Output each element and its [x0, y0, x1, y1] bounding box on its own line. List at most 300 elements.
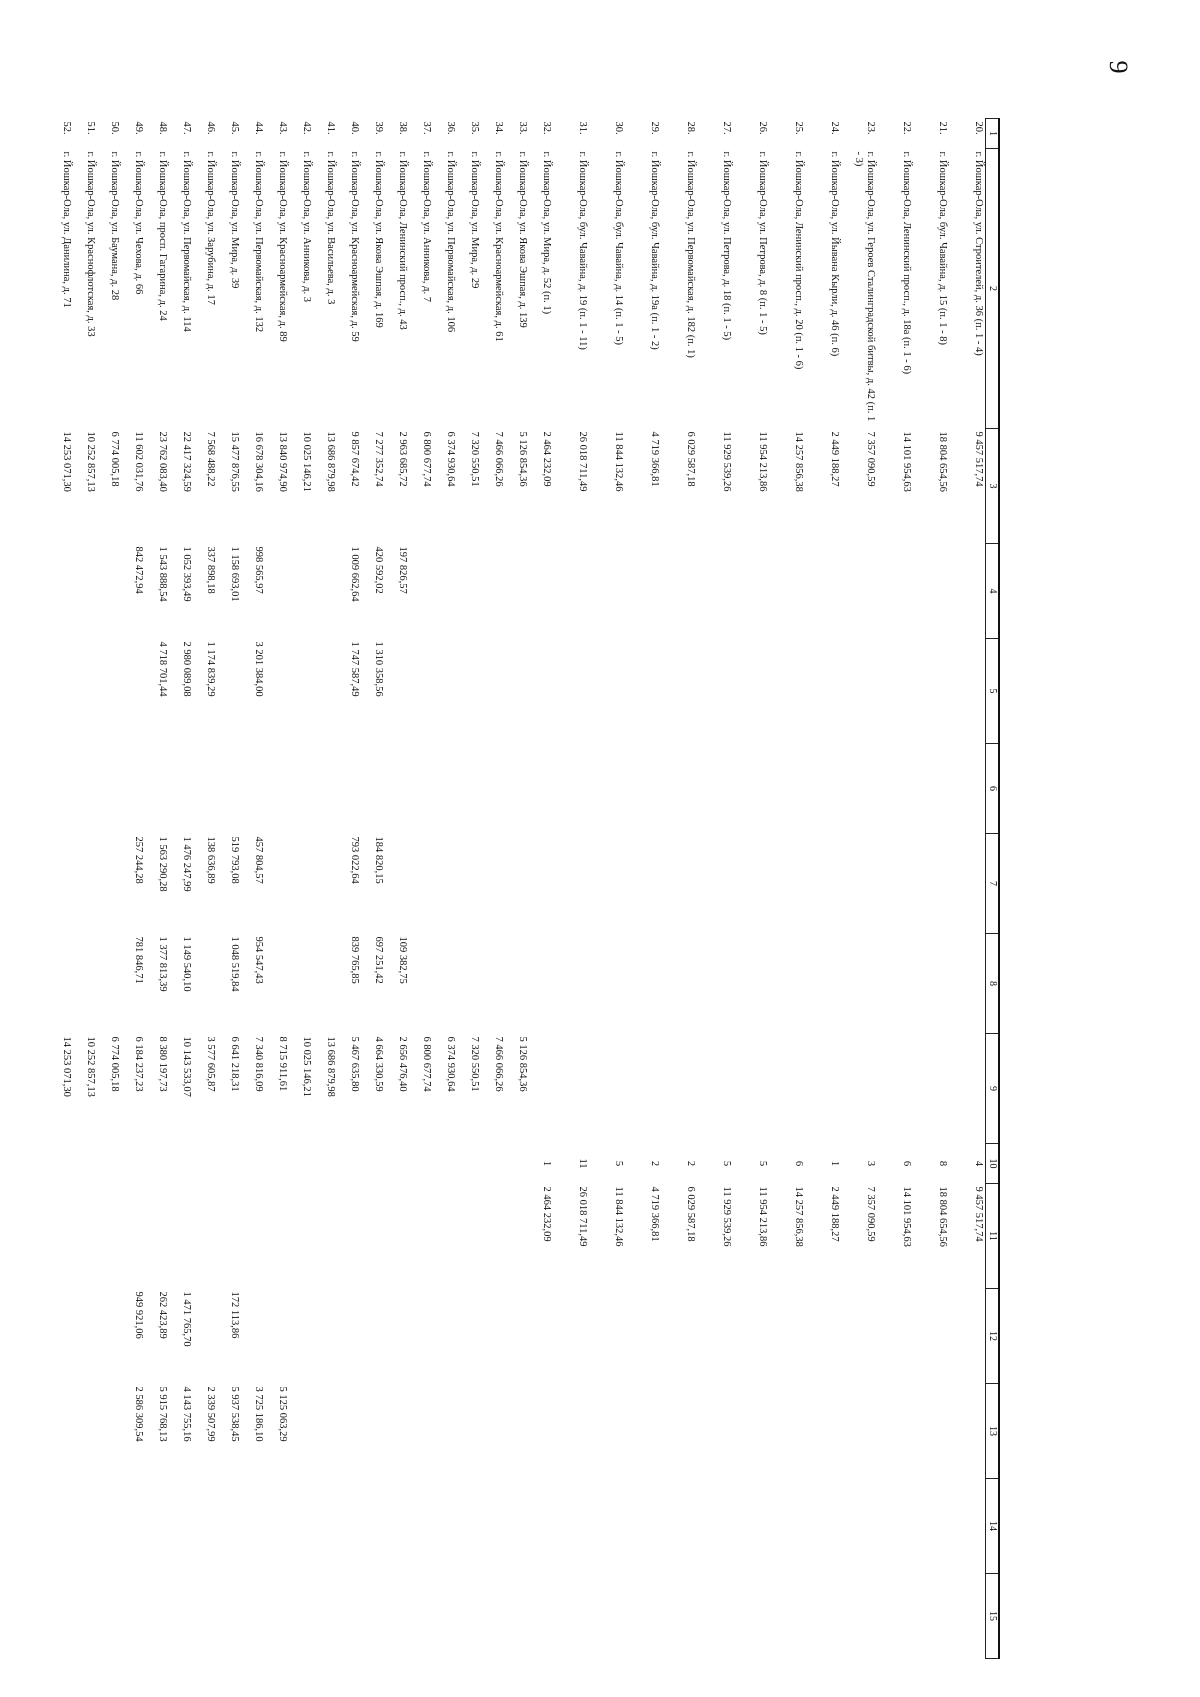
cell-col-14 — [98, 1479, 122, 1574]
cell-col-7 — [458, 834, 482, 934]
cell-col-8 — [626, 934, 662, 1034]
cell-col-5 — [290, 639, 314, 744]
cell-col-11 — [194, 1184, 218, 1289]
cell-col-5 — [950, 639, 986, 744]
cell-col-5 — [74, 639, 98, 744]
cell-col-15 — [458, 1574, 482, 1659]
cell-col-9: 10 025 146,21 — [301, 1036, 313, 1097]
cell-col-14 — [74, 1479, 98, 1574]
cell-col-8 — [662, 934, 698, 1034]
cell-col-6 — [458, 744, 482, 834]
cell-col-8: 781 846,71 — [133, 936, 145, 984]
cell-col-9 — [734, 1034, 770, 1144]
cell-col-12 — [458, 1289, 482, 1384]
column-header-5: 5 — [986, 639, 1000, 744]
row-number: 37. — [421, 121, 433, 135]
cell-col-6 — [434, 744, 458, 834]
column-header-2: 2 — [986, 149, 1000, 429]
cell-col-14 — [362, 1479, 386, 1574]
cell-col-3: 22 417 324,59 — [181, 431, 193, 492]
cell-col-8 — [74, 934, 98, 1034]
cell-col-7: 138 636,89 — [205, 836, 217, 884]
address-cell: г. Йошкар-Ола, Ленинский просп., д. 43 — [397, 151, 409, 330]
address-cell: г. Йошкар-Ола, ул. Анникова, д. 7 — [421, 151, 433, 302]
cell-col-11: 18 804 654,56 — [937, 1186, 949, 1247]
cell-col-10: 3 — [865, 1160, 877, 1167]
cell-col-12 — [506, 1289, 530, 1384]
cell-col-13 — [482, 1384, 506, 1479]
row-number: 40. — [349, 121, 361, 135]
cell-col-7 — [410, 834, 434, 934]
cell-col-13 — [914, 1384, 950, 1479]
cell-col-12 — [266, 1289, 290, 1384]
table-row — [698, 119, 734, 1659]
cell-col-7 — [590, 834, 626, 934]
cell-col-15 — [662, 1574, 698, 1659]
cell-col-4 — [410, 544, 434, 639]
cell-col-12 — [554, 1289, 590, 1384]
cell-col-4 — [950, 544, 986, 639]
cell-col-11 — [338, 1184, 362, 1289]
cell-col-11 — [74, 1184, 98, 1289]
cell-col-11 — [482, 1184, 506, 1289]
column-header-12: 12 — [986, 1289, 1000, 1384]
cell-col-9: 6 800 677,74 — [421, 1036, 433, 1092]
cell-col-9: 5 467 635,80 — [349, 1036, 361, 1092]
cell-col-9: 13 686 879,98 — [325, 1036, 337, 1097]
cell-col-5 — [878, 639, 914, 744]
cell-col-15 — [434, 1574, 458, 1659]
table-row — [98, 119, 122, 1659]
page-number: 9 — [1104, 60, 1133, 74]
cell-col-10 — [410, 1144, 434, 1184]
cell-col-11 — [314, 1184, 338, 1289]
cell-col-7: 1 476 247,99 — [181, 836, 193, 892]
cell-col-8 — [806, 934, 842, 1034]
cell-col-13 — [386, 1384, 410, 1479]
column-header-9: 9 — [986, 1034, 1000, 1144]
cell-col-10: 4 — [973, 1160, 984, 1167]
address-cell: г. Йошкар-Ола, просп. Гагарина, д. 24 — [157, 151, 169, 321]
cell-col-3: 11 844 132,46 — [613, 431, 625, 492]
cell-col-14 — [878, 1479, 914, 1574]
cell-col-14 — [626, 1479, 662, 1574]
cell-col-5 — [842, 639, 878, 744]
cell-col-14 — [770, 1479, 806, 1574]
cell-col-7 — [734, 834, 770, 934]
cell-col-5 — [386, 639, 410, 744]
row-number: 46. — [205, 121, 217, 135]
cell-col-5 — [770, 639, 806, 744]
row-number: 39. — [373, 121, 385, 135]
cell-col-9: 6 184 237,23 — [133, 1036, 145, 1092]
row-number: 47. — [181, 121, 193, 135]
cell-col-15 — [170, 1574, 194, 1659]
address-cell: г. Йошкар-Ола, ул. Первомайская, д. 114 — [181, 151, 193, 332]
cell-col-11 — [458, 1184, 482, 1289]
cell-col-10: 2 — [685, 1160, 697, 1167]
cell-col-7 — [842, 834, 878, 934]
address-cell: г. Йошкар-Ола, ул. Героев Сталинградской битвы, д. 42 (п. 1 - 3) — [853, 151, 877, 422]
cell-col-10 — [506, 1144, 530, 1184]
address-cell: г. Йошкар-Ола, ул. Красноармейская, д. 89 — [277, 151, 289, 342]
cell-col-10: 6 — [793, 1160, 805, 1167]
cell-col-15 — [290, 1574, 314, 1659]
cell-col-3: 14 101 954,63 — [901, 431, 913, 492]
cell-col-14 — [170, 1479, 194, 1574]
cell-col-13: 2 339 507,99 — [205, 1386, 217, 1442]
table-row — [122, 119, 146, 1659]
cell-col-3: 16 678 304,16 — [253, 431, 265, 492]
cell-col-5 — [50, 639, 74, 744]
cell-col-15 — [806, 1574, 842, 1659]
cell-col-10 — [50, 1144, 74, 1184]
cell-col-12 — [338, 1289, 362, 1384]
cell-col-7 — [698, 834, 734, 934]
cell-col-6 — [170, 744, 194, 834]
cell-col-6 — [590, 744, 626, 834]
cell-col-10: 8 — [937, 1160, 949, 1167]
address-cell: г. Йошкар-Ола, ул. Данилина, д. 71 — [61, 151, 73, 308]
column-header-6: 6 — [986, 744, 1000, 834]
cell-col-5 — [698, 639, 734, 744]
cell-col-9: 2 656 476,40 — [397, 1036, 409, 1092]
cell-col-5 — [218, 639, 242, 744]
cell-col-14 — [218, 1479, 242, 1574]
cell-col-7 — [806, 834, 842, 934]
cell-col-9: 14 253 071,30 — [61, 1036, 73, 1097]
cell-col-12 — [530, 1289, 554, 1384]
cell-col-13 — [878, 1384, 914, 1479]
cell-col-13 — [74, 1384, 98, 1479]
cell-col-12 — [698, 1289, 734, 1384]
cell-col-5 — [914, 639, 950, 744]
cell-col-8 — [698, 934, 734, 1034]
cell-col-3: 10 025 146,21 — [301, 431, 313, 492]
cell-col-8: 1 377 813,39 — [157, 936, 169, 992]
cell-col-4: 197 826,57 — [397, 546, 409, 594]
table-row — [74, 119, 98, 1659]
cell-col-14 — [266, 1479, 290, 1574]
cell-col-7 — [50, 834, 74, 934]
cell-col-7 — [950, 834, 986, 934]
cell-col-8 — [314, 934, 338, 1034]
repair-cost-table — [50, 118, 1001, 1659]
cell-col-13 — [50, 1384, 74, 1479]
cell-col-3: 7 320 550,51 — [469, 431, 481, 487]
cell-col-7 — [434, 834, 458, 934]
cell-col-8: 1 149 540,10 — [181, 936, 193, 992]
cell-col-6 — [530, 744, 554, 834]
cell-col-11 — [266, 1184, 290, 1289]
row-number: 25. — [793, 121, 805, 135]
cell-col-14 — [314, 1479, 338, 1574]
cell-col-11 — [170, 1184, 194, 1289]
cell-col-8: 839 765,85 — [349, 936, 361, 984]
address-cell: г. Йошкар-Ола, ул. Красноармейская, д. 59 — [349, 151, 361, 342]
address-cell: г. Йошкар-Ола, ул. Йывана Кырли, д. 46 (п. 6) — [829, 151, 841, 357]
table-row — [506, 119, 530, 1659]
cell-col-7 — [506, 834, 530, 934]
address-cell: г. Йошкар-Ола, ул. Петрова, д. 18 (п. 1 - 5) — [721, 151, 733, 341]
row-number: 23. — [865, 121, 877, 135]
cell-col-12 — [590, 1289, 626, 1384]
cell-col-15 — [842, 1574, 878, 1659]
cell-col-4 — [290, 544, 314, 639]
cell-col-13 — [314, 1384, 338, 1479]
cell-col-11 — [386, 1184, 410, 1289]
cell-col-14 — [386, 1479, 410, 1574]
address-cell: г. Йошкар-Ола, ул. Чехова, д. 66 — [133, 151, 145, 295]
cell-col-15 — [506, 1574, 530, 1659]
cell-col-15 — [266, 1574, 290, 1659]
address-cell: г. Йошкар-Ола, ул. Васильева, д. 3 — [325, 151, 337, 305]
cell-col-9 — [626, 1034, 662, 1144]
cell-col-15 — [386, 1574, 410, 1659]
cell-col-7 — [530, 834, 554, 934]
cell-col-8 — [842, 934, 878, 1034]
cell-col-7 — [314, 834, 338, 934]
address-cell: г. Йошкар-Ола, ул. Краснофлотская, д. 33 — [85, 151, 97, 337]
cell-col-9 — [842, 1034, 878, 1144]
cell-col-6 — [482, 744, 506, 834]
cell-col-15 — [98, 1574, 122, 1659]
cell-col-9: 10 143 533,07 — [181, 1036, 193, 1097]
row-number: 38. — [397, 121, 409, 135]
table-row — [626, 119, 662, 1659]
cell-col-12 — [242, 1289, 266, 1384]
cell-col-6 — [386, 744, 410, 834]
cell-col-8 — [530, 934, 554, 1034]
cell-col-11 — [290, 1184, 314, 1289]
cell-col-12 — [950, 1289, 986, 1384]
cell-col-15 — [314, 1574, 338, 1659]
cell-col-8 — [506, 934, 530, 1034]
cell-col-11 — [506, 1184, 530, 1289]
table-row — [878, 119, 914, 1659]
row-number: 28. — [685, 121, 697, 135]
address-cell: г. Йошкар-Ола, бул. Чавайна, д. 14 (п. 1 - 5) — [613, 151, 625, 346]
address-cell: г. Йошкар-Ола, ул. Анникова, д. 3 — [301, 151, 313, 302]
cell-col-10 — [434, 1144, 458, 1184]
row-number: 22. — [901, 121, 913, 135]
cell-col-13: 5 915 768,13 — [157, 1386, 169, 1442]
table-row — [170, 119, 194, 1659]
cell-col-15 — [146, 1574, 170, 1659]
cell-col-4 — [806, 544, 842, 639]
cell-col-4 — [842, 544, 878, 639]
cell-col-11 — [98, 1184, 122, 1289]
cell-col-9 — [878, 1034, 914, 1144]
cell-col-3: 2 464 232,09 — [541, 431, 553, 487]
cell-col-7 — [626, 834, 662, 934]
cell-col-10 — [338, 1144, 362, 1184]
cell-col-12: 262 423,89 — [157, 1291, 169, 1339]
cell-col-5 — [662, 639, 698, 744]
cell-col-4 — [626, 544, 662, 639]
cell-col-12 — [734, 1289, 770, 1384]
cell-col-6 — [662, 744, 698, 834]
cell-col-6 — [362, 744, 386, 834]
cell-col-6 — [950, 744, 986, 834]
cell-col-15 — [218, 1574, 242, 1659]
cell-col-4 — [734, 544, 770, 639]
cell-col-8: 109 382,75 — [397, 936, 409, 984]
column-header-14: 14 — [986, 1479, 1000, 1574]
cell-col-13 — [338, 1384, 362, 1479]
cell-col-10: 1 — [829, 1160, 841, 1167]
cell-col-4: 1 009 662,64 — [349, 546, 361, 602]
cell-col-5 — [410, 639, 434, 744]
cell-col-4 — [482, 544, 506, 639]
row-number: 45. — [229, 121, 241, 135]
cell-col-9: 6 774 005,18 — [109, 1036, 121, 1092]
cell-col-6 — [74, 744, 98, 834]
cell-col-5 — [434, 639, 458, 744]
address-cell: г. Йошкар-Ола, ул. Баумана, д. 28 — [109, 151, 121, 301]
cell-col-11: 9 457 517,74 — [973, 1186, 984, 1242]
cell-col-13 — [662, 1384, 698, 1479]
cell-col-10 — [146, 1144, 170, 1184]
table-row — [842, 119, 878, 1659]
cell-col-12 — [914, 1289, 950, 1384]
cell-col-10 — [98, 1144, 122, 1184]
cell-col-12 — [98, 1289, 122, 1384]
cell-col-3: 14 257 856,38 — [793, 431, 805, 492]
address-cell: г. Йошкар-Ола, ул. Якова Эшпая, д. 139 — [517, 151, 529, 328]
cell-col-15 — [482, 1574, 506, 1659]
address-cell: г. Йошкар-Ола, Ленинский просп., д. 20 (п. 1 - 6) — [793, 151, 805, 370]
cell-col-15 — [554, 1574, 590, 1659]
cell-col-15 — [590, 1574, 626, 1659]
cell-col-14 — [842, 1479, 878, 1574]
cell-col-4 — [50, 544, 74, 639]
cell-col-6 — [290, 744, 314, 834]
row-number: 36. — [445, 121, 457, 135]
cell-col-9: 7 320 550,51 — [469, 1036, 481, 1092]
cell-col-7 — [290, 834, 314, 934]
header-row — [986, 119, 1000, 1659]
cell-col-4 — [698, 544, 734, 639]
cell-col-10 — [194, 1144, 218, 1184]
table-row — [386, 119, 410, 1659]
cell-col-7: 257 244,28 — [133, 836, 145, 884]
cell-col-6 — [338, 744, 362, 834]
cell-col-10 — [458, 1144, 482, 1184]
cell-col-13 — [98, 1384, 122, 1479]
cell-col-15 — [74, 1574, 98, 1659]
table-row — [530, 119, 554, 1659]
cell-col-5: 4 718 701,44 — [157, 641, 169, 697]
cell-col-3: 26 018 711,49 — [577, 431, 589, 492]
cell-col-6 — [626, 744, 662, 834]
cell-col-14 — [590, 1479, 626, 1574]
cell-col-3: 15 477 876,55 — [229, 431, 241, 492]
column-header-7: 7 — [986, 834, 1000, 934]
cell-col-11 — [218, 1184, 242, 1289]
cell-col-14 — [806, 1479, 842, 1574]
cell-col-3: 9 457 517,74 — [973, 431, 984, 487]
table-row — [242, 119, 266, 1659]
cell-col-7 — [914, 834, 950, 934]
address-cell: г. Йошкар-Ола, бул. Чавайна, д. 19а (п. 1 - 2) — [649, 151, 661, 350]
cell-col-15 — [770, 1574, 806, 1659]
cell-col-6 — [842, 744, 878, 834]
cell-col-13 — [734, 1384, 770, 1479]
column-header-3: 3 — [986, 429, 1000, 544]
cell-col-11 — [146, 1184, 170, 1289]
cell-col-7 — [662, 834, 698, 934]
table-row — [266, 119, 290, 1659]
cell-col-14 — [50, 1479, 74, 1574]
row-number: 42. — [301, 121, 313, 135]
cell-col-8 — [554, 934, 590, 1034]
cell-col-6 — [242, 744, 266, 834]
cell-col-3: 10 252 857,13 — [85, 431, 97, 492]
cell-col-6 — [50, 744, 74, 834]
table-body — [50, 119, 986, 1659]
cell-col-10: 5 — [757, 1160, 769, 1167]
cell-col-9: 8 380 197,73 — [157, 1036, 169, 1092]
cell-col-5 — [266, 639, 290, 744]
cell-col-4 — [98, 544, 122, 639]
cell-col-6 — [914, 744, 950, 834]
cell-col-10 — [386, 1144, 410, 1184]
address-cell: г. Йошкар-Ола, ул. Первомайская, д. 132 — [253, 151, 265, 333]
cell-col-13: 3 725 186,10 — [253, 1386, 265, 1442]
cell-col-13: 5 125 063,29 — [277, 1386, 289, 1442]
cell-col-4 — [662, 544, 698, 639]
cell-col-4: 842 472,94 — [133, 546, 145, 594]
row-number: 27. — [721, 121, 733, 135]
column-header-1: 1 — [986, 119, 1000, 149]
row-number: 50. — [109, 121, 121, 135]
cell-col-11 — [122, 1184, 146, 1289]
cell-col-4 — [770, 544, 806, 639]
cell-col-7 — [98, 834, 122, 934]
cell-col-6 — [98, 744, 122, 834]
address-cell: г. Йошкар-Ола, ул. Мира, д. 52 (п. 1) — [541, 151, 553, 315]
cell-col-11 — [242, 1184, 266, 1289]
column-header-13: 13 — [986, 1384, 1000, 1479]
cell-col-14 — [410, 1479, 434, 1574]
address-cell: г. Йошкар-Ола, ул. Строителей, д. 36 (п. 1 - 4) — [973, 151, 984, 356]
cell-col-10 — [482, 1144, 506, 1184]
cell-col-3: 4 719 366,81 — [649, 431, 661, 487]
cell-col-9: 7 466 066,26 — [493, 1036, 505, 1092]
cell-col-6 — [806, 744, 842, 834]
cell-col-9: 6 641 218,31 — [229, 1036, 241, 1092]
row-number: 29. — [649, 121, 661, 135]
cell-col-12 — [410, 1289, 434, 1384]
rotated-table-container — [61, 118, 1000, 1658]
cell-col-5 — [806, 639, 842, 744]
cell-col-5 — [554, 639, 590, 744]
cell-col-9: 3 577 605,87 — [205, 1036, 217, 1092]
cell-col-12 — [626, 1289, 662, 1384]
cell-col-9 — [806, 1034, 842, 1144]
cell-col-6 — [698, 744, 734, 834]
cell-col-13 — [506, 1384, 530, 1479]
cell-col-3: 7 568 488,22 — [205, 431, 217, 487]
cell-col-7: 457 804,57 — [253, 836, 265, 884]
cell-col-8 — [770, 934, 806, 1034]
cell-col-8 — [194, 934, 218, 1034]
cell-col-5 — [482, 639, 506, 744]
cell-col-11: 14 257 856,38 — [793, 1186, 805, 1247]
cell-col-8 — [266, 934, 290, 1034]
cell-col-12 — [482, 1289, 506, 1384]
